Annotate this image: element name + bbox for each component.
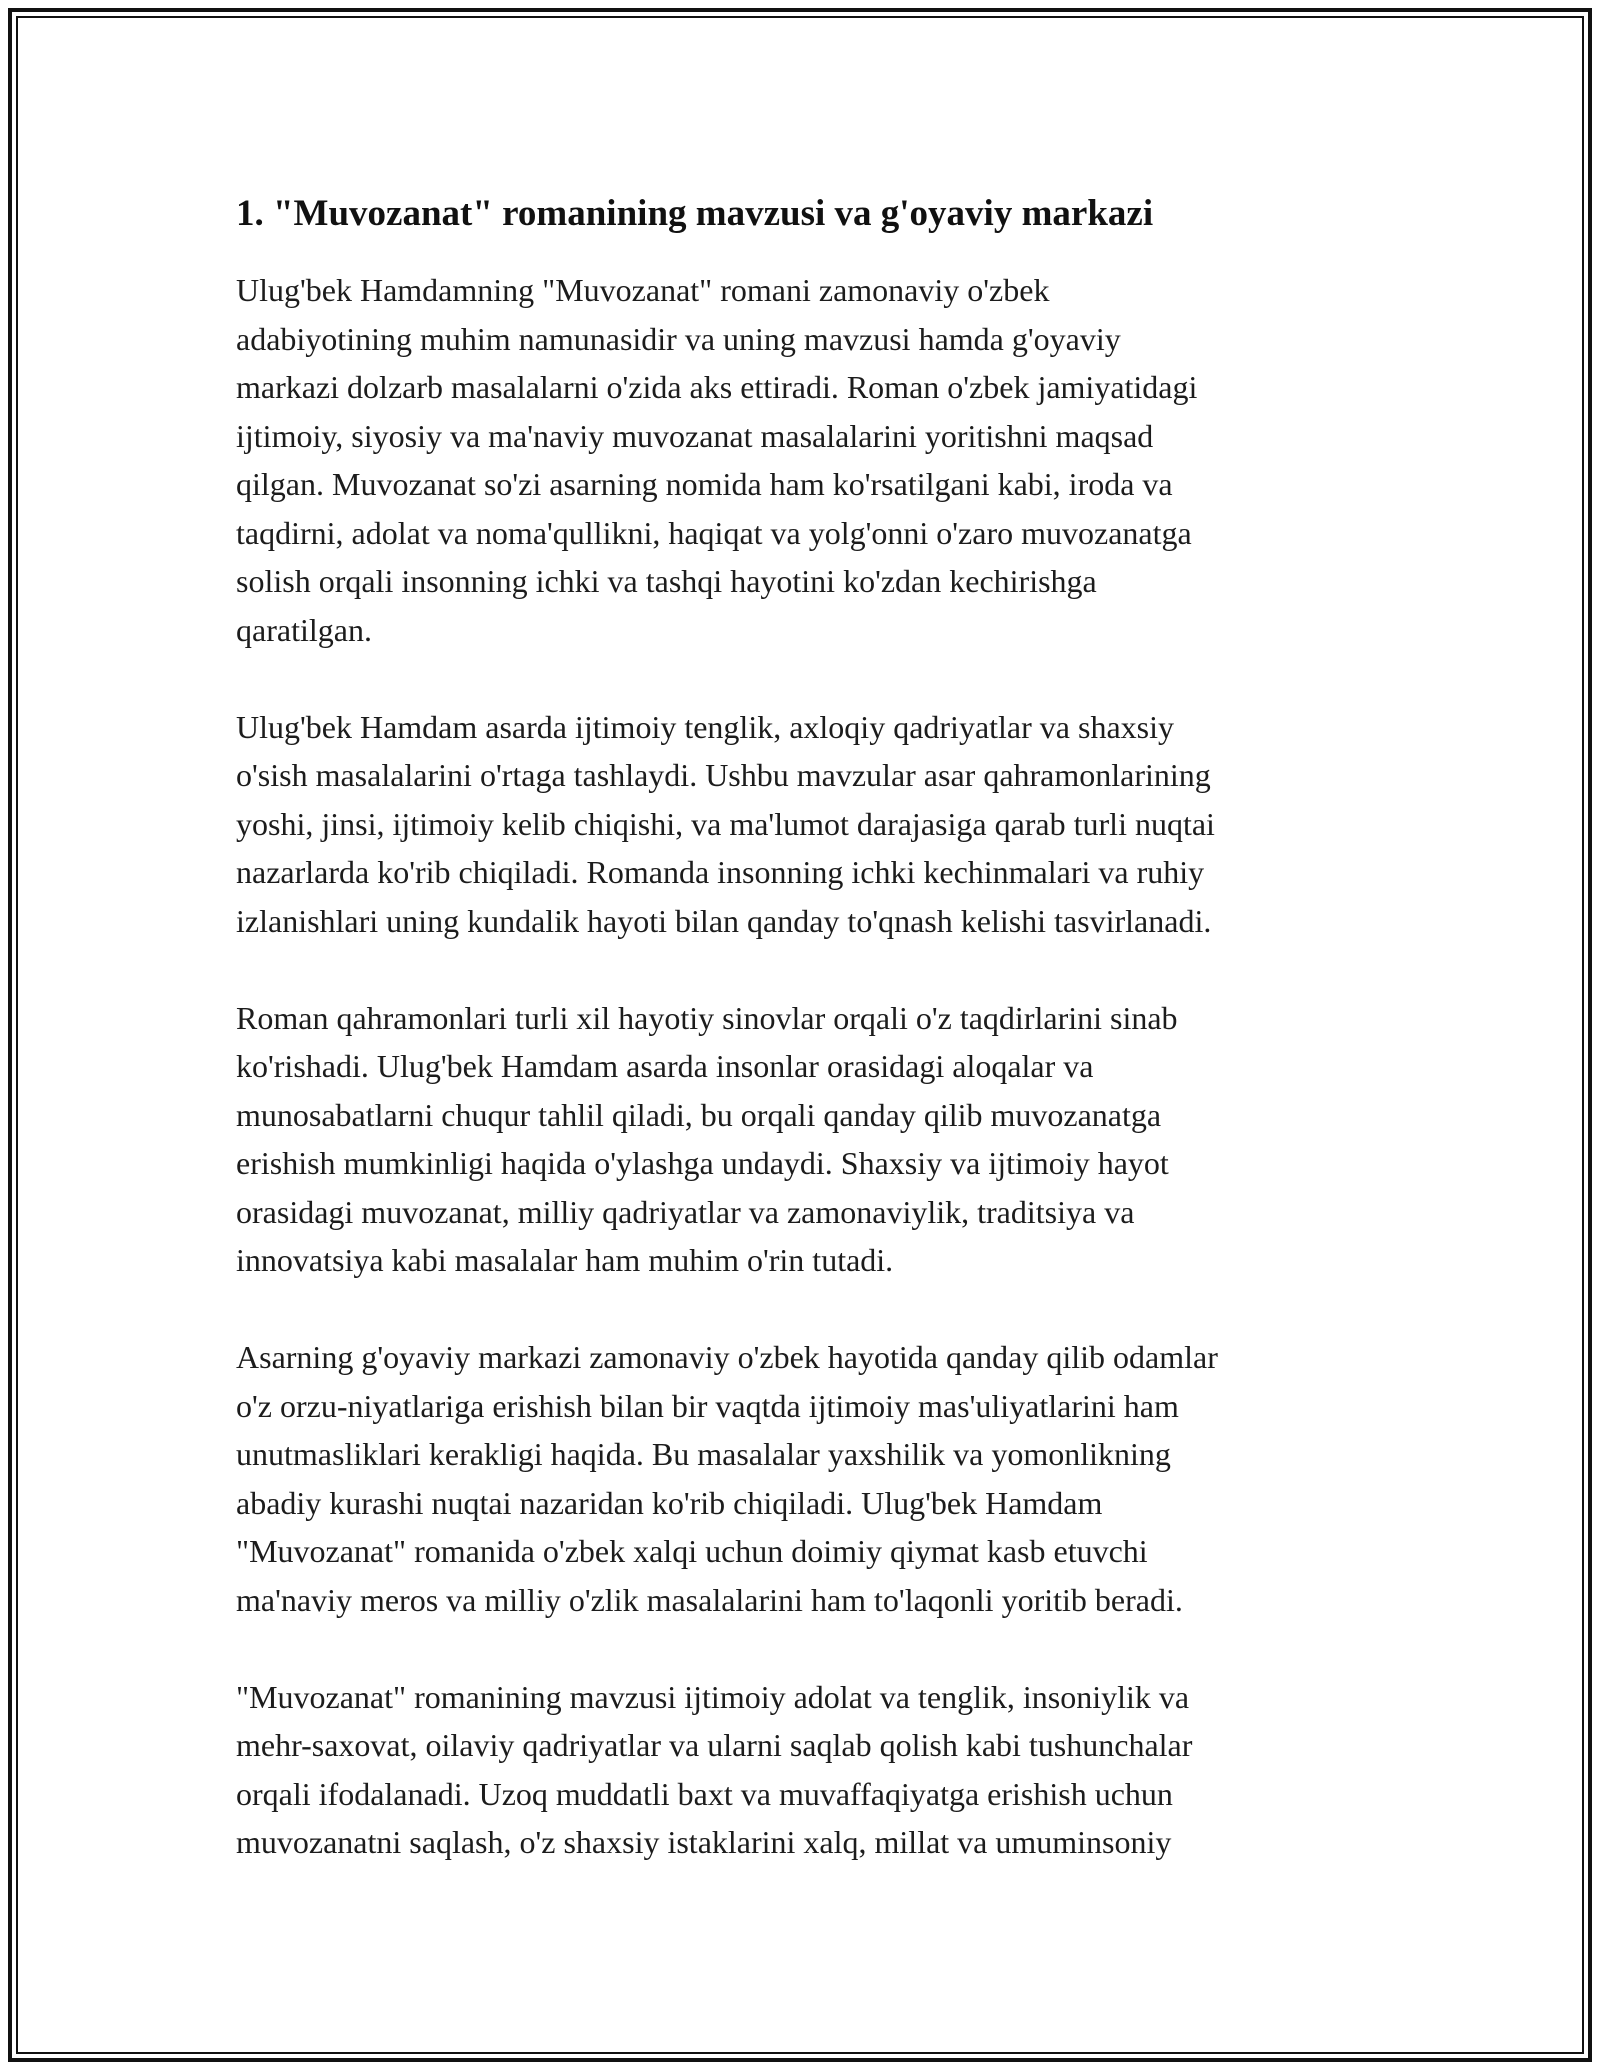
text-line: solish orqali insonning ichki va tashqi hayotini ko'zdan kechirishga	[236, 563, 1097, 599]
document-body	[236, 188, 1376, 1915]
paragraph-1	[236, 266, 1376, 654]
text-line: ijtimoiy, siyosiy va ma'naviy muvozanat masalalarini yoritishni maqsad	[236, 417, 1154, 454]
paragraph-2	[236, 703, 1376, 946]
text-line: qaratilgan.	[236, 611, 372, 648]
text-line: orqali ifodalanadi. Uzoq muddatli baxt va muvaffaqiyatga erishish uchun	[236, 1775, 1173, 1812]
text-line: o'z orzu-niyatlariga erishish bilan bir vaqtda ijtimoiy mas'uliyatlarini ham	[236, 1387, 1179, 1424]
text-line: munosabatlarni chuqur tahlil qiladi, bu orqali qanday qilib muvozanatga	[236, 1096, 1162, 1133]
text-line: adabiyotining muhim namunasidir va uning mavzusi hamda g'oyaviy	[236, 320, 1121, 357]
text-line: muvozanatni saqlash, o'z shaxsiy istaklarini xalq, millat va umuminsoniy	[236, 1824, 1172, 1860]
text-line: mehr-saxovat, oilaviy qadriyatlar va ularni saqlab qolish kabi tushunchalar	[236, 1727, 1193, 1763]
text-line: Ulug'bek Hamdam asarda ijtimoiy tenglik, axloqiy qadriyatlar va shaxsiy	[236, 708, 1174, 745]
paragraph-4	[236, 1333, 1376, 1624]
text-line: nazarlarda ko'rib chiqiladi. Romanda insonning ichki kechinmalari va ruhiy	[236, 854, 1205, 890]
text-line: Ulug'bek Hamdamning "Muvozanat" romani zamonaviy o'zbek	[236, 272, 1050, 308]
text-line: ko'rishadi. Ulug'bek Hamdam asarda insonlar orasidagi aloqalar va	[236, 1048, 1094, 1084]
text-line: taqdirni, adolat va noma'qullikni, haqiqat va yolg'onni o'zaro muvozanatga	[236, 514, 1192, 551]
text-line: Roman qahramonlari turli xil hayotiy sinovlar orqali o'z taqdirlarini sinab	[236, 999, 1178, 1036]
text-line: markazi dolzarb masalalarni o'zida aks ettiradi. Roman o'zbek jamiyatidagi	[236, 369, 1198, 405]
paragraph-3	[236, 994, 1376, 1285]
section-heading: 1. "Muvozanat" romanining mavzusi va g'oyaviy markazi	[236, 193, 1154, 234]
text-line: o'sish masalalarini o'rtaga tashlaydi. Ushbu mavzular asar qahramonlarining	[236, 757, 1211, 793]
text-line: orasidagi muvozanat, milliy qadriyatlar va zamonaviylik, traditsiya va	[236, 1193, 1135, 1230]
text-line: "Muvozanat" romanida o'zbek xalqi uchun doimiy qiymat kasb etuvchi	[236, 1533, 1148, 1569]
paragraph-5	[236, 1673, 1376, 1867]
text-line: ma'naviy meros va milliy o'zlik masalalarini ham to'laqonli yoritib beradi.	[236, 1581, 1183, 1618]
text-line: qilgan. Muvozanat so'zi asarning nomida ham ko'rsatilgani kabi, iroda va	[236, 466, 1173, 502]
text-line: Asarning g'oyaviy markazi zamonaviy o'zbek hayotida qanday qilib odamlar	[236, 1339, 1218, 1375]
text-line: erishish mumkinligi haqida o'ylashga undaydi. Shaxsiy va ijtimoiy hayot	[236, 1145, 1169, 1181]
text-line: abadiy kurashi nuqtai nazaridan ko'rib chiqiladi. Ulug'bek Hamdam	[236, 1484, 1103, 1521]
text-line: "Muvozanat" romanining mavzusi ijtimoiy adolat va tenglik, insoniylik va	[236, 1678, 1190, 1715]
text-line: izlanishlari uning kundalik hayoti bilan qanday to'qnash kelishi tasvirlanadi.	[236, 902, 1212, 939]
text-line: yoshi, jinsi, ijtimoiy kelib chiqishi, va ma'lumot darajasiga qarab turli nuqtai	[236, 805, 1215, 842]
text-line: unutmasliklari kerakligi haqida. Bu masalalar yaxshilik va yomonlikning	[236, 1436, 1171, 1472]
text-line: innovatsiya kabi masalalar ham muhim o'rin tutadi.	[236, 1242, 894, 1278]
